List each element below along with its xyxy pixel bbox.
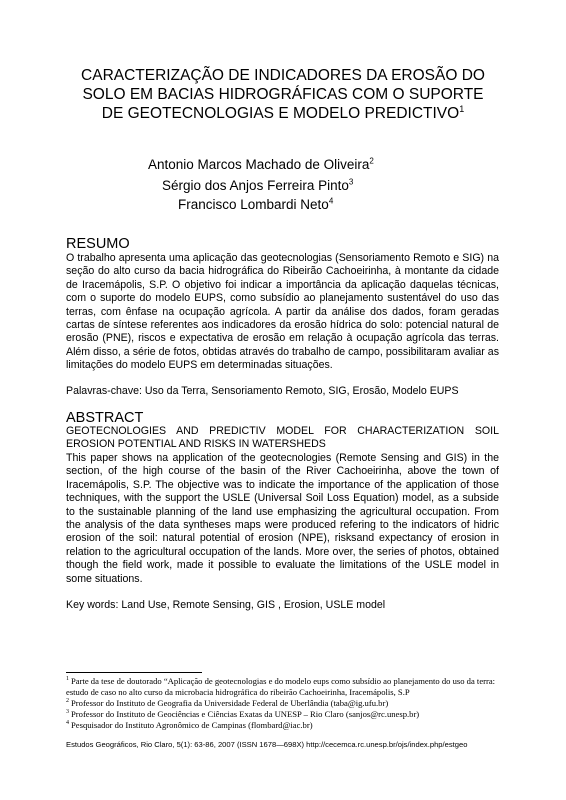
abstract-body: This paper shows na application of the geotecnologies (Remote Sensing and GIS) in the section, of the high course of the basin of the River Cachoeirinha, above the town of Iracemápolis, S.P. The objective was to indicate the importance of the application of those techniques, with the support the USLE (Universal Soil Loss Equation) model, as a subside to the sustainable planning of the land use emphasizing the agricultural occupation. From the analysis of the data syntheses maps were produced refering to the indicators of hidric erosion of the soil: natural potential of erosion (NPE), risksand expectancy of erosion in relation to the agricultural occupation of the lands. More over, the series of photos, obtained though the field work, made it possible to evaluate the limitations of the USLE model in some situations. <box>66 452 499 585</box>
footnote-1 <box>66 676 506 698</box>
footnote-2-text: Professor do Instituto de Geografia da Universidade Federal de Uberlândia (taba@ig.ufu.br) <box>71 698 389 708</box>
abstract-heading: ABSTRACT <box>66 410 144 426</box>
abstract-keywords: Key words: Land Use, Remote Sensing, GIS , Erosion, USLE model <box>66 599 386 611</box>
footnote-1-mark: 1 <box>66 676 69 683</box>
footnote-2 <box>66 698 506 709</box>
author-2 <box>162 176 353 195</box>
footnote-separator <box>66 672 202 673</box>
author-2-mark[interactable]: 3 <box>348 177 354 187</box>
resumo-body: O trabalho apresenta uma aplicação das geotecnologias (Sensoriamento Remoto e SIG) na seção do alto curso da bacia hidrográfica do Ribeirão Cachoeirinha, à montante da cidade de Iracemápolis, S.P. O objetivo foi indicar a importância da aplicação daquelas técnicas, com o suporte do modelo EUPS, como subsídio ao planejamento sustentável do uso das terras, com ênfase na ocupação agrícola. A partir da análise dos dados, foram geradas cartas de síntese referentes aos indicadores da erosão hídrica do solo: potencial natural de erosão (PNE), riscos e expectativa de erosão em relação à ocupação agrícola das terras. Além disso, a série de fotos, obtidas através do trabalho de campo, possibilitaram avaliar as limitações do modelo EUPS em determinadas situações. <box>66 252 499 372</box>
footnote-3-mark: 3 <box>66 709 69 716</box>
paper-title <box>70 66 496 123</box>
footnote-list <box>66 676 506 731</box>
author-1 <box>148 155 374 174</box>
resumo-heading: RESUMO <box>66 236 130 252</box>
author-3-name: Francisco Lombardi Neto <box>178 197 329 212</box>
footnote-2-mark: 2 <box>66 698 69 705</box>
title-footnote-mark[interactable]: 1 <box>459 103 465 114</box>
footnote-4 <box>66 720 506 731</box>
footnote-3-text: Professor do Instituto de Geociências e Ciências Exatas da UNESP – Rio Claro (sanjos@rc.unesp.br) <box>71 709 420 719</box>
resumo-keywords: Palavras-chave: Uso da Terra, Sensoriamento Remoto, SIG, Erosão, Modelo EUPS <box>66 385 459 397</box>
author-3 <box>178 195 333 214</box>
footnote-4-text: Pesquisador do Instituto Agronômico de Campinas (flombard@iac.br) <box>71 720 313 730</box>
footnote-1-text: Parte da tese de doutorado “Aplicação de geotecnologias e do modelo eups como subsídio ao planejamento do uso da terra: estudo de caso no alto curso da microbacia hidrográfica do ribeirão Cachoeirinha, Iracemápolis, S.P <box>66 676 496 697</box>
author-3-mark[interactable]: 4 <box>328 196 334 206</box>
paper-title-text: CARACTERIZAÇÃO DE INDICADORES DA EROSÃO DO SOLO EM BACIAS HIDROGRÁFICAS COM O SUPORTE DE GEOTECNOLOGIAS E MODELO PREDICTIVO <box>81 67 485 122</box>
author-1-mark[interactable]: 2 <box>369 156 374 166</box>
author-1-name: Antonio Marcos Machado de Oliveira <box>148 157 370 172</box>
author-2-name: Sérgio dos Anjos Ferreira Pinto <box>162 178 349 193</box>
footnote-4-mark: 4 <box>66 720 69 727</box>
journal-citation-footer: Estudos Geográficos, Rio Claro, 5(1): 63-86, 2007 (ISSN 1678—698X) http://cecemca.rc.unesp.br/ojs/index.php/estgeo <box>66 740 468 749</box>
abstract-subtitle: GEOTECNOLOGIES AND PREDICTIV MODEL FOR CHARACTERIZATION SOIL EROSION POTENTIAL AND RISKS IN WATERSHEDS <box>66 425 499 451</box>
footnote-3 <box>66 709 506 720</box>
